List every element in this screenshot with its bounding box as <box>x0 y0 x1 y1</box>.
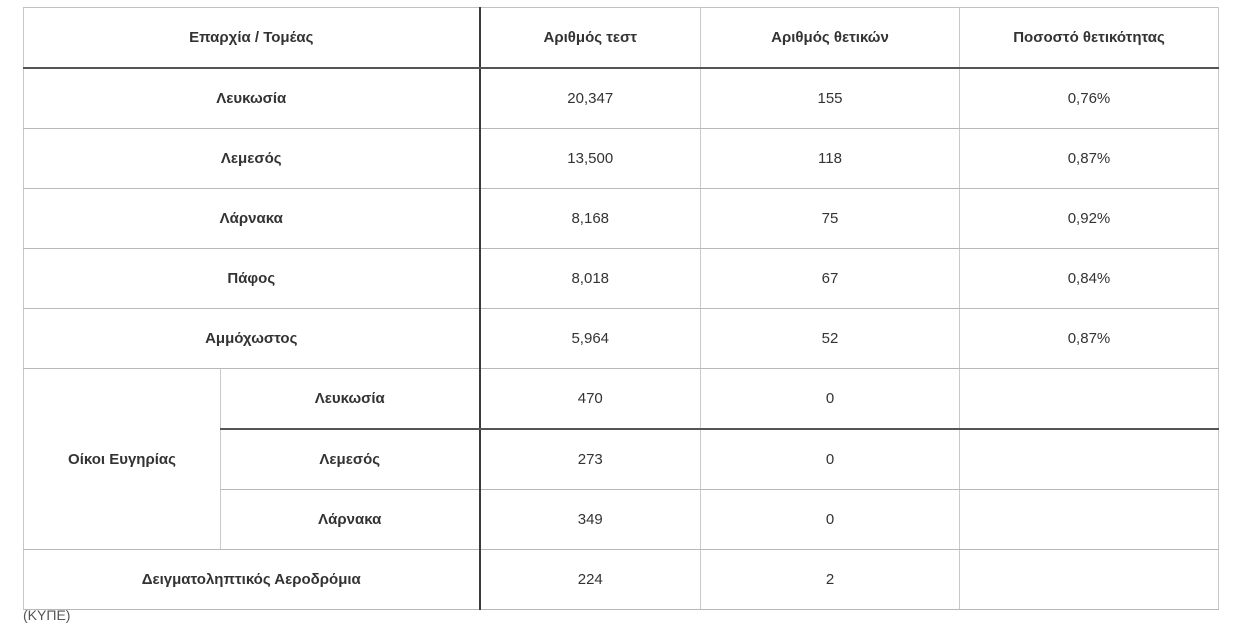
table-row <box>24 189 1219 249</box>
positives-cell: 2 <box>701 550 960 610</box>
positives-cell: 75 <box>701 189 960 249</box>
positives-cell: 0 <box>701 429 960 490</box>
source-note: (ΚΥΠΕ) <box>23 607 71 623</box>
rate-cell <box>960 429 1219 490</box>
positives-cell: 67 <box>701 249 960 309</box>
table-row <box>24 68 1219 129</box>
table-row <box>24 249 1219 309</box>
care-home-region-cell: Λεμεσός <box>221 429 480 490</box>
positives-cell: 0 <box>701 490 960 550</box>
table-row <box>24 129 1219 189</box>
rate-cell: 0,84% <box>960 249 1219 309</box>
tests-cell: 8,018 <box>480 249 701 309</box>
care-home-region-cell: Λάρνακα <box>221 490 480 550</box>
rate-cell <box>960 369 1219 430</box>
region-cell: Λεμεσός <box>24 129 480 189</box>
tests-cell: 470 <box>480 369 701 430</box>
header-positivity-rate: Ποσοστό θετικότητας <box>960 8 1219 69</box>
tests-cell: 5,964 <box>480 309 701 369</box>
care-home-region-cell: Λευκωσία <box>221 369 480 430</box>
table-row <box>24 309 1219 369</box>
positives-cell: 155 <box>701 68 960 129</box>
tests-cell: 20,347 <box>480 68 701 129</box>
table-row <box>24 369 1219 430</box>
tests-cell: 349 <box>480 490 701 550</box>
tests-cell: 8,168 <box>480 189 701 249</box>
header-tests: Αριθμός τεστ <box>480 8 701 69</box>
rate-cell: 0,87% <box>960 309 1219 369</box>
rate-cell <box>960 550 1219 610</box>
region-cell: Αμμόχωστος <box>24 309 480 369</box>
region-cell: Δειγματοληπτικός Αεροδρόμια <box>24 550 480 610</box>
positives-cell: 0 <box>701 369 960 430</box>
table-header-row <box>24 8 1219 69</box>
region-cell: Λάρνακα <box>24 189 480 249</box>
rate-cell: 0,87% <box>960 129 1219 189</box>
rate-cell <box>960 490 1219 550</box>
positives-cell: 52 <box>701 309 960 369</box>
region-cell: Λευκωσία <box>24 68 480 129</box>
tests-cell: 224 <box>480 550 701 610</box>
header-positives: Αριθμός θετικών <box>701 8 960 69</box>
region-cell: Πάφος <box>24 249 480 309</box>
rate-cell: 0,92% <box>960 189 1219 249</box>
header-region: Επαρχία / Τομέας <box>24 8 480 69</box>
tests-cell: 273 <box>480 429 701 490</box>
rate-cell: 0,76% <box>960 68 1219 129</box>
positives-cell: 118 <box>701 129 960 189</box>
table-row <box>24 550 1219 610</box>
testing-results-table <box>23 7 1219 610</box>
tests-cell: 13,500 <box>480 129 701 189</box>
care-homes-group-cell: Οίκοι Ευγηρίας <box>24 369 221 550</box>
